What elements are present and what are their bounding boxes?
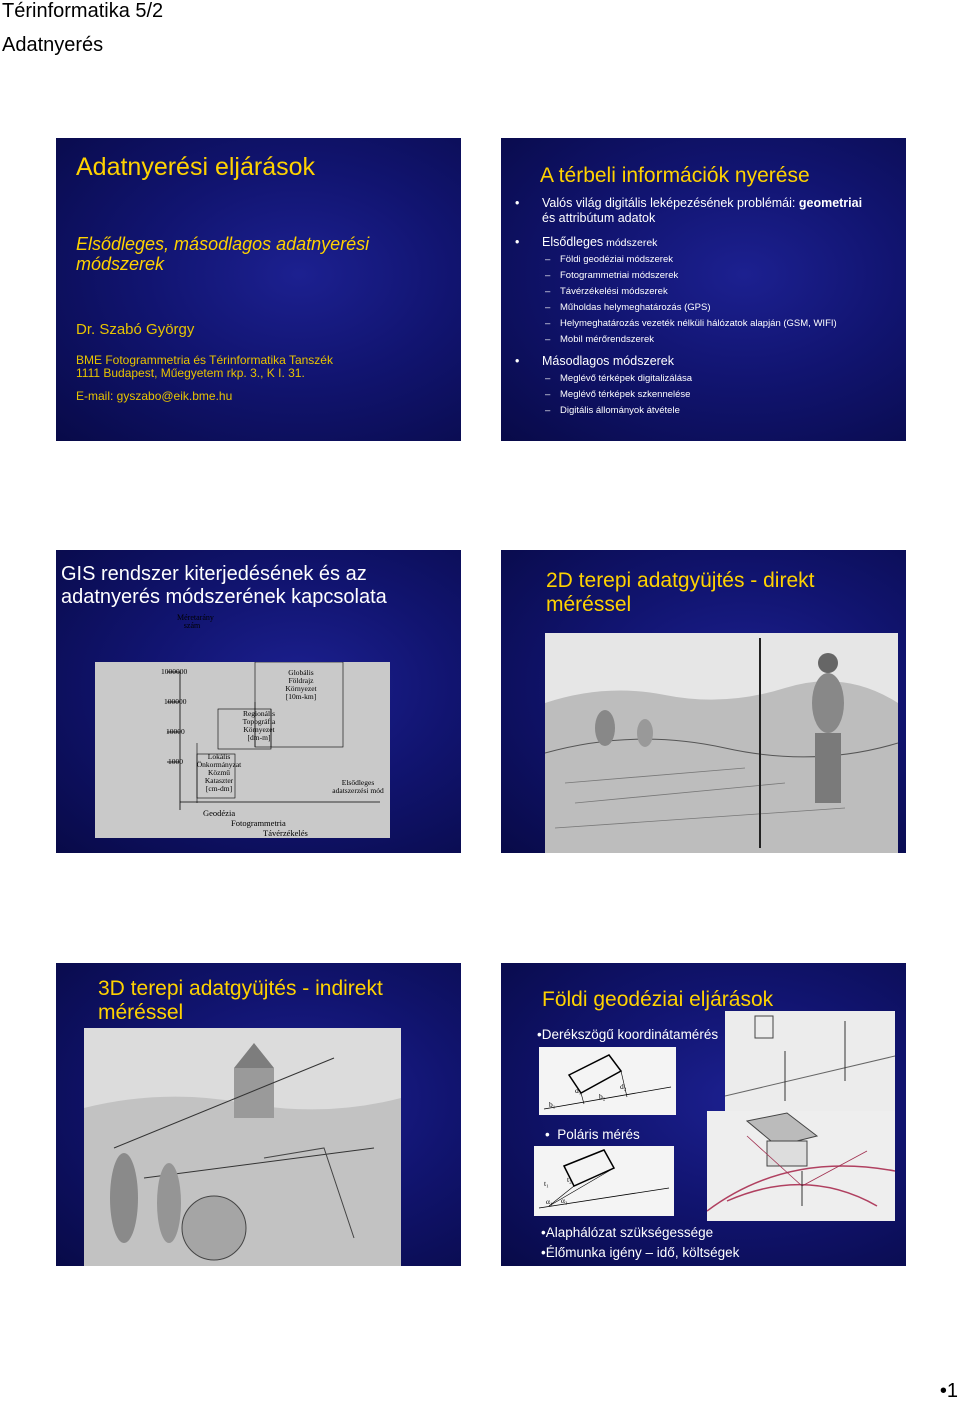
- slide-1: [56, 138, 461, 441]
- dash-icon: –: [545, 405, 551, 416]
- slide-title: 3D terepi adatgyüjtés - indirekt méréssel: [98, 977, 383, 1024]
- slide-title: 2D terepi adatgyüjtés - direkt méréssel: [546, 569, 815, 616]
- topic-title: Adatnyerés: [2, 34, 104, 56]
- global-range: [10m-km]: [285, 692, 317, 701]
- list-item: [545, 286, 668, 297]
- primary-label: Elsődleges: [542, 235, 604, 249]
- method-remote-sensing: Távérzékelés: [263, 828, 308, 838]
- tick-label: 1000000: [161, 667, 188, 676]
- fig-label: d₂: [620, 1082, 627, 1091]
- list-item: [545, 318, 837, 329]
- slide-5: [56, 963, 461, 1266]
- fig-label: d₁: [575, 1086, 582, 1095]
- fig-label: α₂: [561, 1196, 568, 1205]
- tick-label: 1000: [168, 757, 183, 766]
- page-number: •1: [939, 1380, 958, 1402]
- y-axis-label-2: szám: [183, 621, 201, 630]
- polar-measure-figure: [534, 1146, 674, 1216]
- fig-label: t₁: [544, 1179, 549, 1188]
- method-photogrammetry: Fotogrammetria: [231, 818, 286, 828]
- dash-icon: –: [545, 389, 551, 400]
- woodcut-3d-survey-illustration: [84, 1028, 401, 1266]
- dash-icon: –: [545, 302, 551, 313]
- slide-title: GIS rendszer kiterjedésének és az adatnyerés módszerének kapcsolata: [61, 563, 387, 608]
- regional-range: [dm-m]: [247, 733, 271, 742]
- regional-line: Topográfia: [242, 717, 276, 726]
- dash-icon: –: [545, 286, 551, 297]
- slide-title: A térbeli információk nyerése: [540, 164, 810, 187]
- local-line: Közmű: [207, 768, 231, 777]
- primary-method-line: adatszerzési mód: [332, 786, 384, 795]
- dash-icon: –: [545, 318, 551, 329]
- list-item: [545, 302, 711, 313]
- course-title: Térinformatika 5/2: [2, 0, 164, 22]
- dash-icon: –: [545, 254, 551, 265]
- fig-label: b₁: [549, 1100, 556, 1109]
- local-line: Kataszter: [204, 776, 234, 785]
- list-item-text: Távérzékelési módszerek: [560, 286, 668, 297]
- slide-subtitle: Elsődleges, másodlagos adatnyerési módszerek: [76, 234, 370, 274]
- item-text: Poláris mérés: [557, 1127, 640, 1142]
- tick-label: 100000: [164, 697, 187, 706]
- field-survey-illustration: [725, 1011, 895, 1111]
- tick-label: 10000: [166, 727, 185, 736]
- slide-2: [501, 138, 906, 441]
- department: BME Fotogrammetria és Térinformatika Tanszék: [76, 353, 333, 367]
- local-group: [196, 753, 242, 793]
- primary-method-label: [328, 779, 388, 795]
- primary-bullet: • Elsődleges módszerek: [515, 235, 658, 249]
- address: 1111 Budapest, Műegyetem rkp. 3., K I. 31.: [76, 366, 305, 380]
- dash-icon: –: [545, 373, 551, 384]
- slide-4: [501, 550, 906, 853]
- list-item-text: Digitális állományok átvétele: [560, 405, 680, 416]
- intro-text: Valós világ digitális leképezésének problémái:: [542, 196, 799, 210]
- primary-suffix: módszerek: [603, 237, 658, 249]
- intro-bullet: • Valós világ digitális leképezésének problémái: geometriai és attribútum adatok: [515, 196, 863, 225]
- item-text: Élőmunka igény – idő, költségek: [545, 1245, 740, 1260]
- primary-method-line: Elsődleges: [341, 778, 375, 787]
- list-item-text: Fotogrammetriai módszerek: [560, 270, 679, 281]
- intro-text-2: és attribútum adatok: [542, 211, 656, 225]
- regional-title: Regionális: [242, 709, 276, 718]
- y-axis-label-1: Méretarány: [177, 613, 214, 622]
- method-geodesy: Geodézia: [203, 808, 236, 818]
- woodcut-2d-survey-illustration: [545, 633, 898, 853]
- global-title: Globális: [288, 668, 314, 677]
- secondary-bullet: • Másodlagos módszerek: [515, 354, 675, 368]
- item-labour-cost: •Élőmunka igény – idő, költségek: [541, 1245, 740, 1260]
- slide-title: Adatnyerési eljárások: [76, 153, 316, 181]
- list-item-text: Mobil mérőrendszerek: [560, 334, 654, 345]
- local-range: [cm-dm]: [205, 784, 233, 793]
- rectangular-measure-figure: [539, 1047, 676, 1115]
- scale-method-diagram: [95, 613, 390, 838]
- dash-icon: –: [545, 334, 551, 345]
- item-text: Alaphálózat szükségessége: [545, 1225, 714, 1240]
- email: E-mail: gyszabo@eik.bme.hu: [76, 389, 233, 403]
- global-line: Környezet: [285, 684, 317, 693]
- page-number-value: 1: [946, 1380, 958, 1402]
- list-item-text: Földi geodéziai módszerek: [560, 254, 674, 265]
- list-item: [545, 254, 673, 265]
- fig-label: α₁: [546, 1197, 553, 1206]
- fig-label: t₂: [567, 1175, 572, 1184]
- author: Dr. Szabó György: [76, 321, 195, 338]
- list-item: [545, 389, 690, 400]
- polar-survey-illustration: [707, 1111, 895, 1221]
- list-item-text: Műholdas helymeghatározás (GPS): [560, 302, 711, 313]
- list-item-text: Helymeghatározás vezeték nélküli hálózatok alapján (GSM, WIFI): [560, 318, 837, 329]
- list-item: [545, 270, 678, 281]
- y-axis-label: [177, 613, 214, 630]
- slide-6: [501, 963, 906, 1266]
- slide-title: Földi geodéziai eljárások: [542, 988, 774, 1011]
- local-title: Lokális: [207, 752, 231, 761]
- global-group: [276, 669, 326, 701]
- item-base-network: •Alaphálózat szükségessége: [541, 1225, 714, 1240]
- list-item-text: Meglévő térképek digitalizálása: [560, 373, 693, 384]
- regional-group: [233, 710, 285, 742]
- list-item: [545, 334, 654, 345]
- item-polar: • Poláris mérés: [545, 1127, 640, 1142]
- item-text: Derékszögű koordinátamérés: [541, 1027, 719, 1042]
- list-item: [545, 405, 680, 416]
- fig-label: b₂: [599, 1092, 606, 1101]
- list-item: [545, 373, 692, 384]
- dash-icon: –: [545, 270, 551, 281]
- global-line: Földrajz: [288, 676, 314, 685]
- item-rectangular: •Derékszögű koordinátamérés: [537, 1027, 719, 1042]
- list-item-text: Meglévő térképek szkennelése: [560, 389, 691, 400]
- regional-line: Környezet: [243, 725, 275, 734]
- local-line: Önkormányzat: [196, 760, 242, 769]
- secondary-label: Másodlagos módszerek: [542, 354, 675, 368]
- intro-bold: geometriai: [798, 196, 863, 210]
